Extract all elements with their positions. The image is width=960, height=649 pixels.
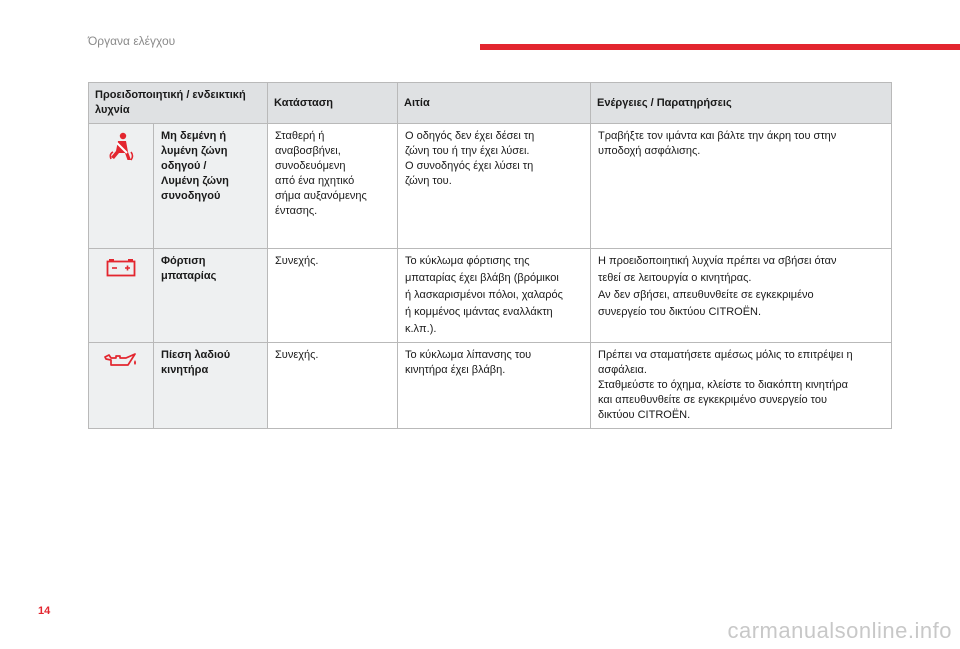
cause-line: Ο οδηγός δεν έχει δέσει τη [405,130,535,142]
action-line: Η προειδοποιητική λυχνία πρέπει να σβήσει όταν [598,255,837,267]
column-header-status: Κατάσταση [268,83,398,124]
status-line: σήμα αυξανόμενης [275,190,367,202]
status-cell [268,249,398,343]
action-line: δικτύου CITROËN. [598,409,691,421]
action-line: και απευθυνθείτε σε εγκεκριμένο συνεργείο του [598,394,827,406]
table-row [89,343,892,429]
watermark: carmanualsonline.info [727,618,952,643]
lamp-name-line: οδηγού / [161,160,207,172]
status-line: Συνεχής. [275,255,319,267]
status-cell [268,124,398,249]
cause-cell [398,249,591,343]
warning-lamps-table [88,82,892,429]
cause-cell [398,124,591,249]
action-line: Τραβήξτε τον ιμάντα και βάλτε την άκρη του στην [598,130,837,142]
cause-line: ή λασκαρισμένοι πόλοι, χαλαρός [405,289,563,301]
action-cell [591,343,892,429]
cause-line: ζώνη του. [405,175,452,187]
header-accent-bar [480,44,960,50]
section-title: Όργανα ελέγχου [88,34,176,48]
status-line: συνοδευόμενη [275,160,346,172]
cause-line: μπαταρίας έχει βλάβη (βρόμικοι [405,272,559,284]
column-header-lamp: Προειδοποιητική / ενδεικτική λυχνία [89,83,268,124]
status-cell [268,343,398,429]
status-line: Συνεχής. [275,349,319,361]
action-line: τεθεί σε λειτουργία ο κινητήρας. [598,272,752,284]
lamp-name-cell [154,124,268,249]
oil-pressure-icon [104,351,138,369]
cause-line: Το κύκλωμα φόρτισης της [405,255,530,267]
cause-cell [398,343,591,429]
page-number: 14 [38,605,51,617]
column-header-action: Ενέργειες / Παρατηρήσεις [591,83,892,124]
table-header-row [89,83,892,124]
action-line: συνεργείο του δικτύου CITROËN. [598,306,762,318]
lamp-icon-cell [89,249,154,343]
action-cell [591,124,892,249]
lamp-name-cell [154,343,268,429]
cause-line: κ.λπ.). [405,323,437,335]
lamp-name-line: Φόρτιση [161,255,206,267]
status-line: αναβοσβήνει, [275,145,341,157]
lamp-name-line: λυμένη ζώνη [161,145,228,157]
cause-line: ζώνη του ή την έχει λύσει. [405,145,530,157]
lamp-icon-cell [89,124,154,249]
lamp-name-line: μπαταρίας [161,270,217,282]
lamp-name-line: Μη δεμένη ή [161,130,227,142]
action-line: ασφάλεια. [598,364,647,376]
action-line: Πρέπει να σταματήσετε αμέσως μόλις το επιτρέψει η [598,349,853,361]
column-header-cause: Αιτία [398,83,591,124]
lamp-name-line: Λυμένη ζώνη [161,175,229,187]
status-line: Σταθερή ή [275,130,325,142]
battery-icon [106,257,136,277]
cause-line: Ο συνοδηγός έχει λύσει τη [405,160,534,172]
action-line: υποδοχή ασφάλισης. [598,145,701,157]
lamp-name-line: συνοδηγού [161,190,221,202]
lamp-icon-cell [89,343,154,429]
lamp-name-line: Πίεση λαδιού [161,349,231,361]
table-row [89,124,892,249]
lamp-name-line: κινητήρα [161,364,209,376]
action-line: Σταθμεύστε το όχημα, κλείστε το διακόπτη κινητήρα [598,379,848,391]
action-line: Αν δεν σβήσει, απευθυνθείτε σε εγκεκριμένο [598,289,814,301]
lamp-name-cell [154,249,268,343]
action-cell [591,249,892,343]
cause-line: Το κύκλωμα λίπανσης του [405,349,532,361]
cause-line: κινητήρα έχει βλάβη. [405,364,506,376]
seatbelt-warning-icon [108,132,134,162]
status-line: έντασης. [275,205,318,217]
table-row [89,249,892,343]
cause-line: ή κομμένος ιμάντας εναλλάκτη [405,306,553,318]
status-line: από ένα ηχητικό [275,175,355,187]
